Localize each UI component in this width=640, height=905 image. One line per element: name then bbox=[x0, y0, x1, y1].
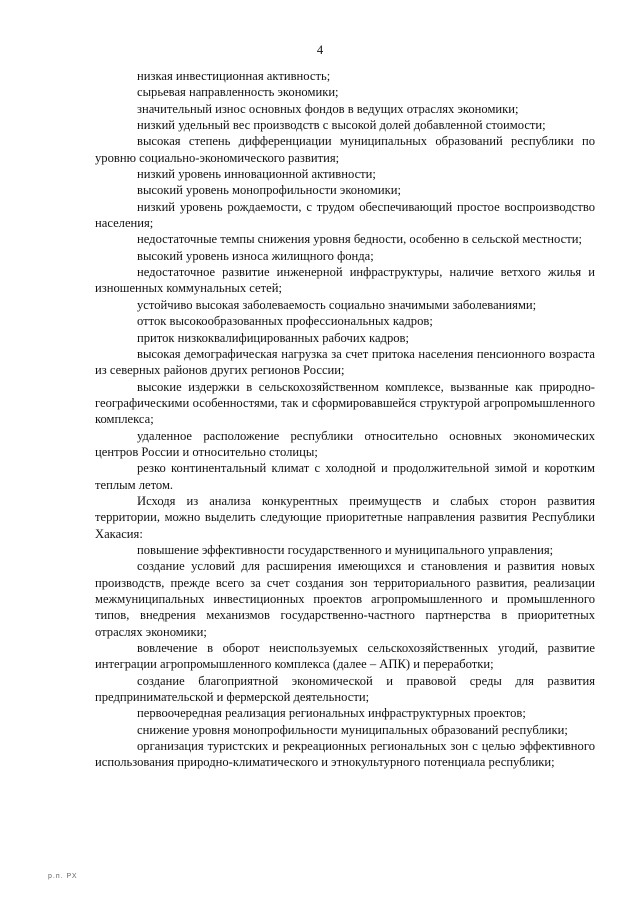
paragraph: высокий уровень износа жилищного фонда; bbox=[137, 248, 374, 263]
paragraph: повышение эффективности государственного и муниципального управления; bbox=[137, 542, 554, 557]
paragraph: резко континентальный климат с холодной и продолжительной зимой и коротким теплым летом. bbox=[95, 461, 595, 492]
paragraph: Исходя из анализа конкурентных преимуществ и слабых сторон развития территории, можно выделить следующие приоритетные направления развития Республики Хакасия: bbox=[95, 493, 595, 541]
paragraph: высокая степень дифференциации муниципальных образований республики по уровню социально-экономического развития; bbox=[95, 134, 595, 165]
paragraph: устойчиво высокая заболеваемость социально значимыми заболеваниями; bbox=[137, 297, 537, 312]
document-body bbox=[95, 68, 595, 771]
paragraph: низкий уровень инновационной активности; bbox=[137, 167, 376, 182]
paragraph: высокие издержки в сельскохозяйственном комплексе, вызванные как природно-географическими особенностями, так и сформировавшейся структурой агропромышленного комплекса; bbox=[95, 379, 595, 427]
footer-mark: р.п. РХ bbox=[48, 873, 78, 880]
paragraph: организация туристских и рекреационных региональных зон с целью эффективного использования природно-климатического и этнокультурного потенциала республики; bbox=[95, 739, 595, 770]
paragraph: высокая демографическая нагрузка за счет притока населения пенсионного возраста из северных районов других регионов России; bbox=[95, 346, 595, 378]
paragraph: недостаточное развитие инженерной инфраструктуры, наличие ветхого жилья и изношенных коммунальных сетей; bbox=[95, 265, 595, 296]
paragraph: создание благоприятной экономической и правовой среды для развития предпринимательской и фермерской деятельности; bbox=[95, 673, 595, 705]
paragraph: приток низкоквалифицированных рабочих кадров; bbox=[137, 330, 410, 345]
paragraph: сырьевая направленность экономики; bbox=[137, 85, 339, 100]
page-number: 4 bbox=[316, 43, 324, 57]
paragraph: вовлечение в оборот неиспользуемых сельскохозяйственных угодий, развитие интеграции агропромышленного комплекса (далее – АПК) и переработки; bbox=[95, 641, 595, 672]
paragraph: отток высокообразованных профессиональных кадров; bbox=[137, 314, 433, 329]
paragraph: создание условий для расширения имеющихся и становления и развития новых производств, прежде всего за счет создания зон территориального развития, реализации межмуниципальных инвестиционных проектов агропромышленного и промышленного типов, внедрения механизмов государственно-частного партнерства в приоритетных отраслях экономики; bbox=[95, 559, 595, 639]
paragraph: низкая инвестиционная активность; bbox=[137, 69, 331, 83]
paragraph: высокий уровень монопрофильности экономики; bbox=[137, 183, 401, 198]
paragraph: удаленное расположение республики относительно основных экономических центров России и относительно столицы; bbox=[95, 428, 595, 459]
paragraph: снижение уровня монопрофильности муниципальных образований республики; bbox=[137, 722, 568, 737]
paragraph: недостаточные темпы снижения уровня бедности, особенно в сельской местности; bbox=[137, 232, 582, 247]
paragraph: низкий уровень рождаемости, с трудом обеспечивающий простое воспроизводство населения; bbox=[95, 199, 595, 231]
paragraph: низкий удельный вес производств с высокой долей добавленной стоимости; bbox=[137, 118, 546, 133]
paragraph: значительный износ основных фондов в ведущих отраслях экономики; bbox=[137, 101, 519, 116]
paragraph: первоочередная реализация региональных инфраструктурных проектов; bbox=[137, 706, 526, 721]
